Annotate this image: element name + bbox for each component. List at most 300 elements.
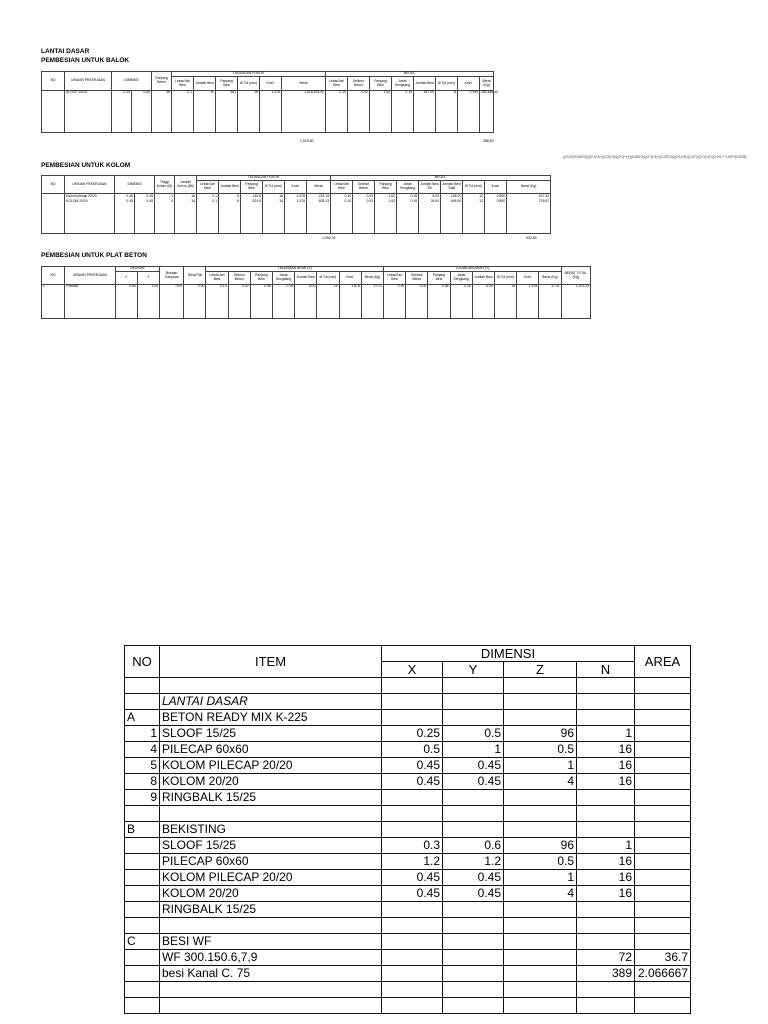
cell-item: WF 300.150.6,7,9 — [160, 950, 382, 966]
table-row — [125, 774, 691, 790]
cell-y — [443, 678, 504, 694]
cell-area — [635, 678, 691, 694]
cell-item — [160, 806, 382, 822]
cell: 961 — [216, 91, 238, 133]
col-dia-2: Ø Tul (mm) — [436, 77, 458, 91]
col-no: NO — [42, 176, 65, 194]
col-jumlah-kolom: Jumlah Kolom (Bh) — [175, 176, 197, 194]
cell-item — [160, 678, 382, 694]
cell: 0.50 — [115, 285, 137, 319]
col-y: Y — [137, 272, 159, 285]
table-row — [125, 886, 691, 902]
cell: 1 4 — [155, 194, 175, 234]
cell: 0.890 0.890 — [485, 194, 507, 234]
col-jarak: Jarak Sengkang — [392, 77, 414, 91]
cell-y — [443, 790, 504, 806]
cell: 128.00 448.00 — [441, 194, 463, 234]
col-n: N — [577, 662, 635, 678]
cell-no: C — [125, 934, 160, 950]
kolom-total-begel: 932.89 — [526, 236, 537, 240]
cell-n: 16 — [577, 758, 635, 774]
kolom-row-name: Kolom pilecap 20/20 — [66, 194, 97, 198]
cell: 96 — [152, 91, 172, 133]
cell: 0.10 — [326, 91, 348, 133]
col-jarak: Jarak Sengkang — [272, 272, 294, 285]
cell-no — [125, 854, 160, 870]
col-jumlah: Jumlah Besi — [219, 181, 241, 194]
cell-item: BETON READY MIX K-225 — [160, 710, 382, 726]
col-uraian: URAIAN PEKERJAAN — [65, 267, 115, 285]
cell-n — [577, 982, 635, 998]
cell-n: 16 — [577, 774, 635, 790]
cell: 222.19 828.13 — [307, 194, 331, 234]
col-tulangan-pokok: TULANGAN POKOK — [172, 72, 326, 77]
col-tulangan-pokok: TULANGAN POKOK — [197, 176, 331, 181]
col-panjang-besi: Panjang Besi — [250, 272, 272, 285]
cell: 16 16 — [263, 194, 285, 234]
col-berat-kg: Berat (Kg) — [480, 77, 494, 91]
cell-z — [504, 678, 577, 694]
cell-x — [382, 934, 443, 950]
cell: 140.8 524.8 — [241, 194, 263, 234]
cell-y — [443, 694, 504, 710]
cell: 12 12 — [463, 194, 485, 234]
cell-item: BEKISTING — [160, 822, 382, 838]
cell-item — [160, 998, 382, 1014]
col-dimensi: DIMENSI — [112, 72, 152, 91]
cell-y: 1 — [443, 742, 504, 758]
table-row — [125, 998, 691, 1014]
cell: 0.1 0.1 — [197, 194, 219, 234]
cell-z — [504, 950, 577, 966]
cell-n — [577, 918, 635, 934]
cell-n — [577, 998, 635, 1014]
cell-n: 16 — [577, 854, 635, 870]
cell-area — [635, 710, 691, 726]
cell-no — [125, 886, 160, 902]
cell-z — [504, 694, 577, 710]
cell-z — [504, 790, 577, 806]
cell-item — [160, 982, 382, 998]
cell: 0.96 — [250, 285, 272, 319]
cell: 1.00 — [137, 285, 159, 319]
col-panjang-besi: Panjang Besi — [241, 181, 263, 194]
cell-no — [125, 694, 160, 710]
cell-area — [635, 790, 691, 806]
cell-item: besi Kanal C. 75 — [160, 966, 382, 982]
cell-area — [635, 998, 691, 1014]
table-balok — [41, 71, 499, 133]
cell-area — [635, 870, 691, 886]
col-lebar: Lebar/Jari Besi — [172, 77, 194, 91]
cell-y — [443, 806, 504, 822]
cell: 1.578 1.578 — [285, 194, 307, 234]
cell: 0.1 — [172, 91, 194, 133]
cell: 0.45 0.45 — [115, 194, 135, 234]
cell: 16 16 — [175, 194, 197, 234]
cell-no — [125, 998, 160, 1014]
cell: 0.02 — [348, 91, 370, 133]
col-jumlah: Jumlah Besi — [194, 77, 216, 91]
cell-z: 96 — [504, 726, 577, 742]
col-no: NO — [42, 267, 65, 285]
cell: 1.52 — [370, 91, 392, 133]
table-row — [125, 902, 691, 918]
cell-item: RINGBALK 15/25 — [160, 790, 382, 806]
cell: 0.02 — [406, 285, 428, 319]
cell-x — [382, 678, 443, 694]
cell: 16 — [494, 285, 516, 319]
col-uraian: URAIAN PEKERJAAN — [65, 72, 112, 91]
cell-no — [125, 870, 160, 886]
cell-z — [504, 806, 577, 822]
cell-no: 9 — [125, 790, 160, 806]
cell-z: 1 — [504, 758, 577, 774]
table-row — [125, 726, 691, 742]
cell-no — [125, 678, 160, 694]
cell-no: 1 — [125, 726, 160, 742]
cell-area — [635, 886, 691, 902]
cell: 1.578 — [339, 285, 361, 319]
cell: 0.395 — [458, 91, 480, 133]
col-panjang-besi: Panjang Besi — [216, 77, 238, 91]
cell-area — [635, 758, 691, 774]
cell-n — [577, 822, 635, 838]
cell: 0.10 0.10 — [331, 194, 353, 234]
col-jarak: Jarak Sengkang — [397, 181, 419, 194]
cell-area: 2.066667 — [635, 966, 691, 982]
col-item: ITEM — [160, 646, 382, 678]
cell-z — [504, 902, 577, 918]
cell-n — [577, 806, 635, 822]
cell-x: 0.3 — [382, 838, 443, 854]
cell: 207.32 725.67 — [507, 194, 551, 234]
col-selimut-y: Selimut Beton — [406, 272, 428, 285]
cell: 0.02 — [228, 285, 250, 319]
table-row — [125, 854, 691, 870]
cell-area: 36.7 — [635, 950, 691, 966]
cell-area — [635, 822, 691, 838]
col-berat-kg: Berat (Kg) — [361, 272, 383, 285]
cell-item — [160, 918, 382, 934]
col-lebar: Lebar/Jari Besi — [197, 181, 219, 194]
cell: 37.21 — [361, 285, 383, 319]
table-row — [125, 966, 691, 982]
cell: 37.21 — [539, 285, 561, 319]
cell-item: LANTAI DASAR — [160, 694, 382, 710]
cell-no — [125, 806, 160, 822]
formula-text: ((4*1/3)*0.065^2)/((0*1)^2)*((3.75)^2)/((2*1)^4)*((0.285^2)/((2*1)^4)*((0.222^2)/((2*1)^4)*((0.07)*((2*1)^4)*((0.1*0.7^1.097*(0.0025) — [563, 155, 747, 159]
cell: 0.50 — [132, 91, 152, 133]
cell-x: 0.25 — [382, 726, 443, 742]
cell-z — [504, 822, 577, 838]
cell-n — [577, 790, 635, 806]
cell-x: 0.5 — [382, 742, 443, 758]
cell: 0.10 — [206, 285, 228, 319]
cell: 0.15 — [272, 285, 294, 319]
cell-item: KOLOM PILECAP 20/20 — [160, 870, 382, 886]
cell-n: 16 — [577, 886, 635, 902]
cell-item: PILECAP 60x60 — [160, 742, 382, 758]
col-begel: BEGEL — [326, 72, 494, 77]
cell-z: 4 — [504, 886, 577, 902]
cell: 10 — [194, 91, 216, 133]
cell-area — [635, 726, 691, 742]
col-panjang-besi-2: Panjang Besi — [370, 77, 392, 91]
cell-area — [635, 838, 691, 854]
page-title: LANTAI DASAR — [41, 48, 90, 55]
cell: 16 — [238, 91, 260, 133]
cell-item: SLOOF 15/25 — [160, 726, 382, 742]
cell-y — [443, 934, 504, 950]
col-dimensi: DIMENSI — [382, 646, 635, 662]
cell-no: 5 — [125, 758, 160, 774]
col-y: Y — [443, 662, 504, 678]
table-row — [125, 950, 691, 966]
cell: 8 — [436, 91, 458, 133]
col-koef-2: Koef. — [458, 77, 480, 91]
cell-y — [443, 950, 504, 966]
col-panjang-besi-2: Panjang Besi — [375, 181, 397, 194]
cell-no: A — [125, 710, 160, 726]
cell-area — [635, 902, 691, 918]
cell: 1,516,494.00 — [282, 91, 326, 133]
col-panjang-besi-y: Panjang Besi — [428, 272, 450, 285]
cell-x — [382, 998, 443, 1014]
cell-y — [443, 710, 504, 726]
col-berat-kg: Berat (Kg) — [507, 181, 551, 194]
col-dia-2: Ø Tul (mm) — [463, 181, 485, 194]
cell-y — [443, 918, 504, 934]
cell-z — [504, 710, 577, 726]
cell-x — [382, 710, 443, 726]
cell-y: 0.45 — [443, 758, 504, 774]
col-koef: Koef. — [260, 77, 282, 91]
cell: 0.96 — [428, 285, 450, 319]
balok-row-name: SLOOF 15/25 — [65, 91, 112, 133]
cell-area — [635, 806, 691, 822]
col-selimut: Selimut Beton — [353, 181, 375, 194]
col-arah-y: TULANGAN ARAH (Y) — [384, 267, 562, 272]
cell-n — [577, 694, 635, 710]
col-uraian: URAIAN PEKERJAAN — [65, 176, 115, 194]
col-bukaan: Bukaan Tumpuan — [160, 267, 184, 285]
section-title-plat: PEMBESIAN UNTUK PLAT BETON — [41, 252, 147, 259]
cell: 0.03 0.03 — [353, 194, 375, 234]
cell: 8.00 28.00 — [419, 194, 441, 234]
cell-y — [443, 998, 504, 1014]
col-tinggi: Tinggi Kolom (M) — [155, 176, 175, 194]
cell-x — [382, 790, 443, 806]
cell-area — [635, 774, 691, 790]
col-lebar: Lebar/Jari Besi — [206, 272, 228, 285]
col-area: AREA — [635, 646, 691, 678]
cell-item: SLOOF 15/25 — [160, 838, 382, 854]
col-koef: Koef. — [285, 181, 307, 194]
cell-item: KOLOM 20/20 — [160, 886, 382, 902]
cell-no: 4 — [125, 742, 160, 758]
col-no: NO — [125, 646, 160, 678]
table-row — [125, 694, 691, 710]
col-jumlah-y: Jumlah Besi — [472, 272, 494, 285]
col-dia: Ø Tul (mm) — [263, 181, 285, 194]
cell-area — [635, 934, 691, 950]
col-koef-y: Koef. — [517, 272, 539, 285]
cell-area — [635, 982, 691, 998]
cell-x: 0.45 — [382, 886, 443, 902]
table-rab — [124, 645, 691, 1014]
cell-z — [504, 982, 577, 998]
col-ukuran: UKURAN — [115, 267, 159, 272]
cell-no — [125, 902, 160, 918]
col-dia: Ø Tul (mm) — [317, 272, 339, 285]
cell-n — [577, 710, 635, 726]
col-koef-2: Koef. — [485, 181, 507, 194]
col-x: X — [115, 272, 137, 285]
cell: 0.25 — [112, 91, 132, 133]
col-jumlah-2: Jumlah Besi — [414, 77, 436, 91]
cell-no: 8 — [125, 774, 160, 790]
cell-y: 0.45 — [443, 774, 504, 790]
col-dimensi: DIMENSI — [115, 176, 155, 194]
table-row — [125, 918, 691, 934]
table-plat — [41, 266, 591, 319]
kolom-total-pokok: 1,050.32 — [322, 236, 336, 240]
cell: 0.15 — [450, 285, 472, 319]
col-x: X — [382, 662, 443, 678]
col-dia: Ø Tul (mm) — [238, 77, 260, 91]
cell-area — [635, 694, 691, 710]
cell-x — [382, 822, 443, 838]
cell-n: 72 — [577, 950, 635, 966]
cell-n: 16 — [577, 742, 635, 758]
col-selimut: Selimut Beton — [348, 77, 370, 91]
cell-y — [443, 966, 504, 982]
cell-z — [504, 918, 577, 934]
col-jumlah-total: Jumlah Besi Total — [441, 181, 463, 194]
cell: 1.62 1.62 — [375, 194, 397, 234]
cell-z — [504, 998, 577, 1014]
cell-y: 0.5 — [443, 726, 504, 742]
cell-z: 0.5 — [504, 742, 577, 758]
table-row — [125, 758, 691, 774]
cell-n — [577, 678, 635, 694]
cell-area — [635, 742, 691, 758]
cell-no — [125, 966, 160, 982]
cell-z: 1 — [504, 870, 577, 886]
cell-n: 16 — [577, 870, 635, 886]
cell-x — [382, 694, 443, 710]
cell: 1 — [42, 285, 65, 319]
cell-n: 1 — [577, 726, 635, 742]
cell-y — [443, 982, 504, 998]
balok-total-begel: 388.80 — [483, 139, 494, 143]
cell-y — [443, 822, 504, 838]
table-row — [125, 822, 691, 838]
cell-x: 0.45 — [382, 758, 443, 774]
cell-no: B — [125, 822, 160, 838]
cell-x — [382, 806, 443, 822]
cell-n: 1 — [577, 838, 635, 854]
cell-z — [504, 934, 577, 950]
kolom-row-names — [65, 194, 115, 234]
cell-z: 0.5 — [504, 854, 577, 870]
col-arah-x: TULANGAN ARAH (X) — [206, 267, 384, 272]
cell-area — [635, 854, 691, 870]
cell-x: 0.45 — [382, 870, 443, 886]
cell-n: 389 — [577, 966, 635, 982]
cell-z: 96 — [504, 838, 577, 854]
cell-no — [125, 950, 160, 966]
table-row — [125, 710, 691, 726]
cell: 1.578 — [517, 285, 539, 319]
cell-x — [382, 918, 443, 934]
cell: 0.00 — [184, 285, 206, 319]
cell: 6.00 — [472, 285, 494, 319]
col-lebar-2: Lebar/Jari Besi — [326, 77, 348, 91]
cell-no — [125, 982, 160, 998]
cell-no — [125, 918, 160, 934]
col-panjang-beton: Panjang Beton — [152, 72, 172, 91]
table-row — [125, 790, 691, 806]
cell-y: 0.45 — [443, 886, 504, 902]
col-selimut: Selimut Beton — [228, 272, 250, 285]
cell-x — [382, 966, 443, 982]
cell-item: BESI WF — [160, 934, 382, 950]
table-row — [125, 678, 691, 694]
cell-x: 1.2 — [382, 854, 443, 870]
table-row — [125, 838, 691, 854]
table-row — [125, 806, 691, 822]
cell-x — [382, 902, 443, 918]
cell-item: PILECAP 60x60 — [160, 854, 382, 870]
section-title-balok: PEMBESIAN UNTUK BALOK — [41, 57, 130, 64]
col-berat-kg-y: Berat (Kg) — [539, 272, 561, 285]
cell-y — [443, 902, 504, 918]
table-row — [125, 742, 691, 758]
cell: 0.00 — [160, 285, 184, 319]
table-row — [125, 934, 691, 950]
section-title-kolom: PEMBESIAN UNTUK KOLOM — [41, 162, 131, 169]
cell-n — [577, 934, 635, 950]
balok-total-pokok: 1,519.60 — [300, 139, 314, 143]
cell-x: 0.45 — [382, 774, 443, 790]
cell: 289,486.40 — [480, 91, 494, 133]
col-koef: Koef. — [339, 272, 361, 285]
col-berat: Berat — [307, 181, 331, 194]
cell-y: 0.6 — [443, 838, 504, 854]
cell-item: KOLOM PILECAP 20/20 — [160, 758, 382, 774]
cell-item: RINGBALK 15/25 — [160, 902, 382, 918]
cell: 0.15 — [392, 91, 414, 133]
cell: 6.00 — [295, 285, 317, 319]
cell-item: KOLOM 20/20 — [160, 774, 382, 790]
cell-x — [382, 982, 443, 998]
col-jumlah: Jumlah Besi — [295, 272, 317, 285]
cell-z: 4 — [504, 774, 577, 790]
cell: 0.10 — [384, 285, 406, 319]
col-no: NO — [42, 72, 65, 91]
col-jarak-y: Jarak Sengkang — [450, 272, 472, 285]
kolom-row-name: KOLOM 20/20 — [66, 199, 88, 203]
col-jumlah-tik: Jumlah Besi Tik — [419, 181, 441, 194]
cell-area — [635, 918, 691, 934]
cell: 1,372.23 — [561, 285, 590, 319]
col-berat-total: BERAT TOTAL (Kg) — [561, 267, 590, 285]
cell: 16 — [317, 285, 339, 319]
col-dia-y: Ø Tul (mm) — [494, 272, 516, 285]
cell-z — [504, 966, 577, 982]
